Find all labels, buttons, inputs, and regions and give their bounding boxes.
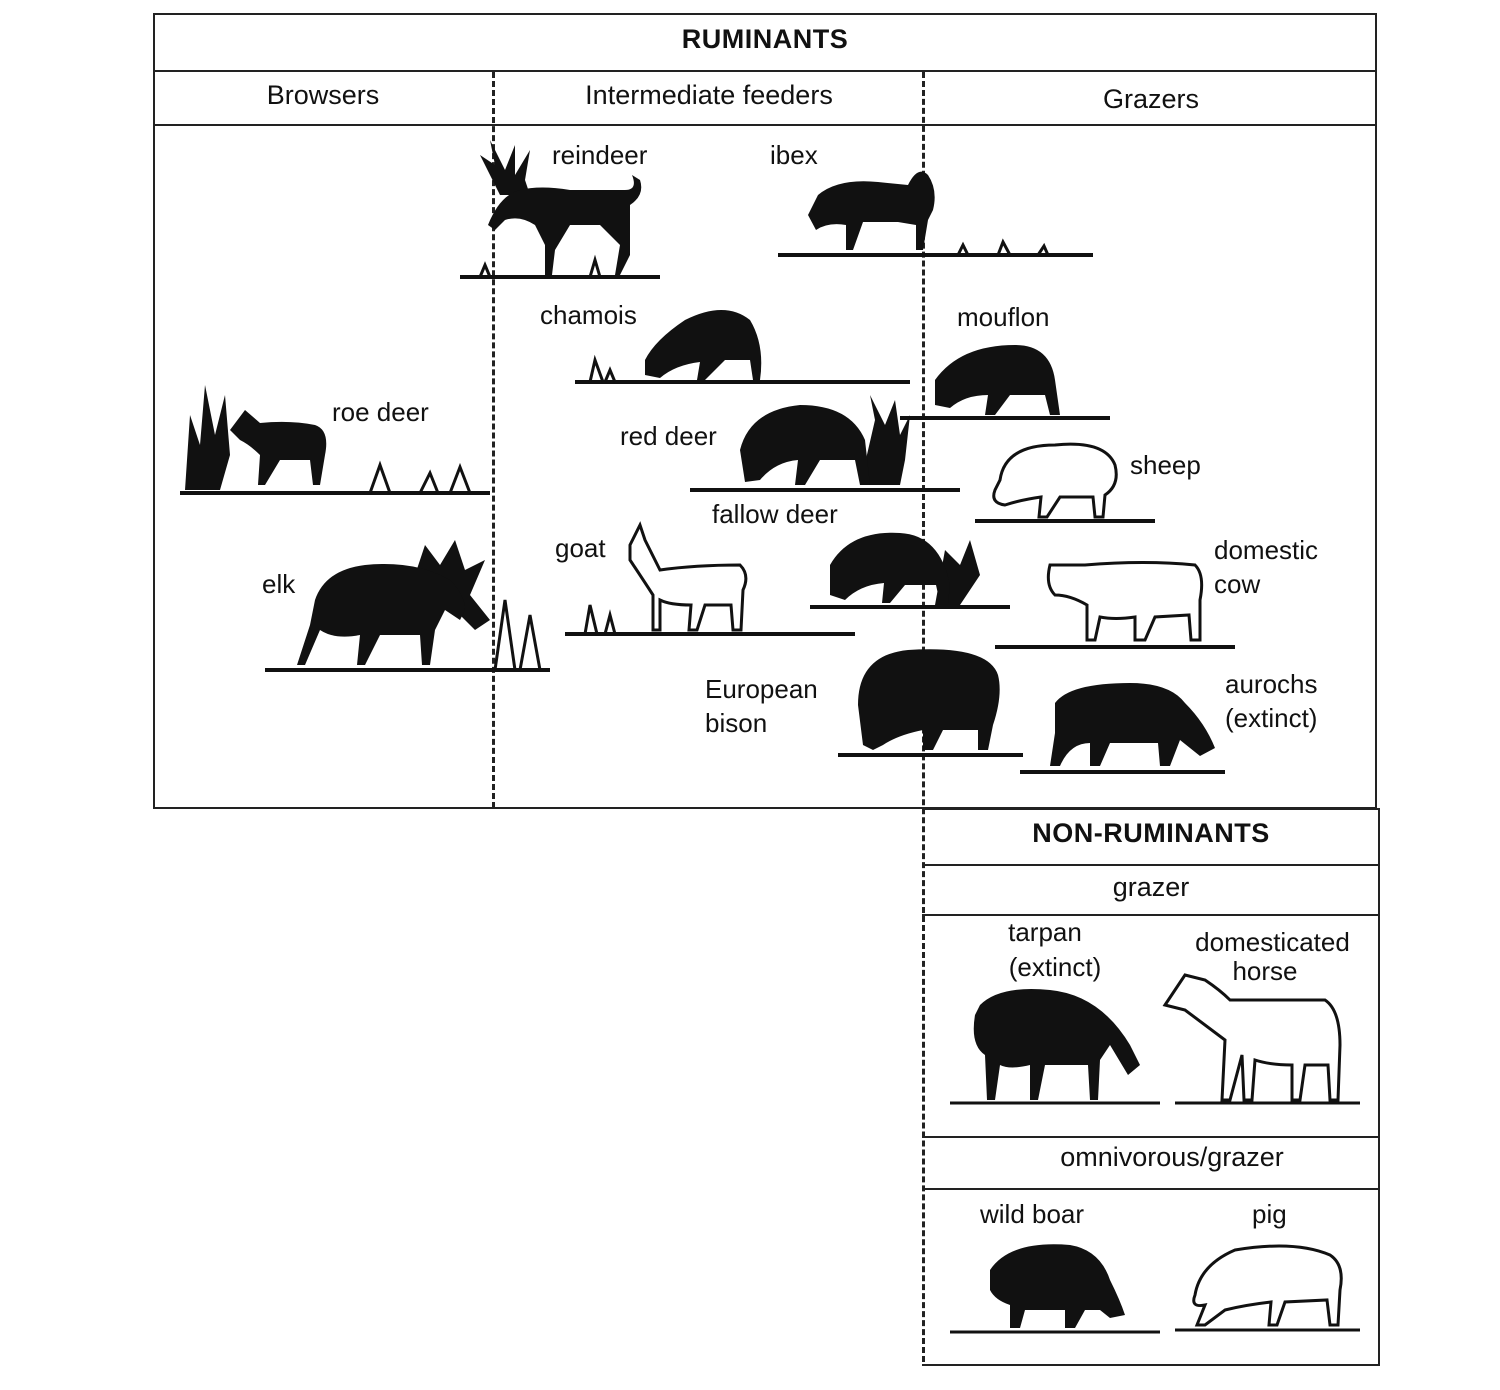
- pig-label: pig: [1252, 1199, 1287, 1229]
- tarpan-label-1: tarpan: [1008, 917, 1082, 947]
- domestic-cow-label-2: cow: [1214, 569, 1261, 599]
- horse-label-2: horse: [1232, 956, 1298, 986]
- omni-header-divider: [922, 1188, 1380, 1190]
- red-deer-label: red deer: [620, 421, 717, 451]
- reindeer-label: reindeer: [552, 140, 648, 170]
- non-ruminants-title: NON-RUMINANTS: [1032, 818, 1270, 848]
- goat-label: goat: [555, 533, 606, 563]
- horse-label-1: domesticated: [1195, 927, 1350, 957]
- group-intermediate-feeders: Intermediate feeders: [585, 80, 833, 110]
- tarpan-icon: [950, 985, 1160, 1110]
- ibex-label: ibex: [770, 140, 818, 170]
- elk-label: elk: [262, 569, 296, 599]
- ruminants-group-divider: [153, 124, 1377, 126]
- tarpan-label-2: (extinct): [1008, 952, 1102, 982]
- goat-icon: [565, 520, 855, 640]
- fallow-deer-label: fallow deer: [712, 499, 838, 529]
- sheep-label: sheep: [1130, 450, 1201, 480]
- european-bison-label-1: European: [705, 674, 818, 704]
- sheep-icon: [975, 435, 1155, 527]
- european-bison-label-2: bison: [705, 708, 768, 738]
- omnivorous-grazer-header: omnivorous/grazer: [1060, 1142, 1284, 1172]
- aurochs-label-2: (extinct): [1225, 703, 1318, 733]
- wild-boar-icon: [950, 1240, 1160, 1335]
- grazer-header: grazer: [1112, 872, 1190, 902]
- domestic-cow-label-1: domestic: [1214, 535, 1319, 565]
- ruminants-title-divider: [153, 70, 1377, 72]
- ruminants-title: RUMINANTS: [681, 24, 849, 54]
- elk-icon: [265, 540, 550, 675]
- aurochs-icon: [1020, 678, 1225, 778]
- aurochs-label-1: aurochs: [1225, 669, 1318, 699]
- group-browsers: Browsers: [266, 80, 380, 110]
- group-grazers: Grazers: [1102, 84, 1200, 114]
- mouflon-label: mouflon: [957, 302, 1050, 332]
- chamois-label: chamois: [540, 300, 637, 330]
- ibex-icon: [778, 160, 1093, 260]
- grazer-section-divider: [922, 1136, 1380, 1138]
- red-deer-icon: [690, 390, 960, 500]
- roe-deer-label: roe deer: [332, 397, 429, 427]
- cow-icon: [995, 545, 1235, 653]
- bison-icon: [838, 645, 1023, 760]
- wild-boar-label: wild boar: [980, 1199, 1085, 1229]
- non-ruminants-title-divider: [922, 864, 1380, 866]
- grazer-header-divider: [922, 914, 1380, 916]
- pig-icon: [1175, 1240, 1360, 1335]
